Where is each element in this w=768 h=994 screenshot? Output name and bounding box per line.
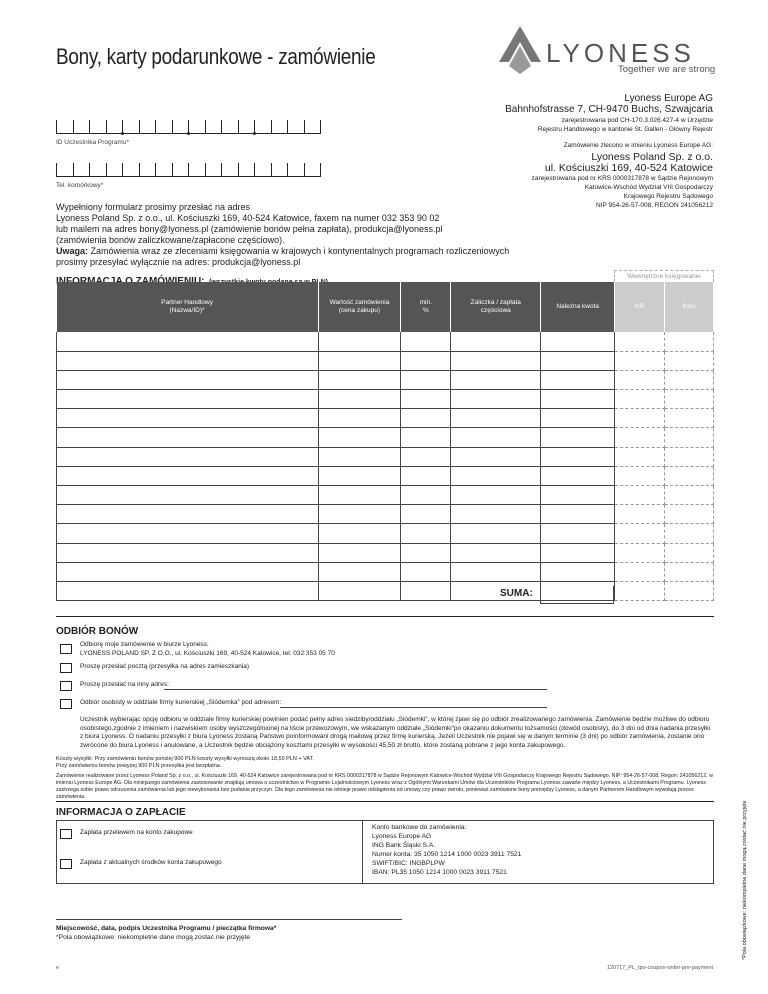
col-value [318, 282, 401, 332]
table-cell[interactable] [665, 524, 714, 543]
table-cell[interactable] [57, 428, 319, 447]
table-cell[interactable] [665, 581, 714, 600]
table-cell[interactable] [318, 332, 401, 351]
table-cell[interactable] [615, 370, 665, 389]
table-cell[interactable] [401, 447, 451, 466]
col-advance-l1: Zaliczka / zapłata [470, 298, 521, 306]
table-cell[interactable] [541, 370, 615, 389]
table-cell[interactable] [615, 505, 665, 524]
table-cell[interactable] [541, 351, 615, 370]
bank-details [372, 823, 521, 877]
pickup-office-text-1: Odbiorę moje zamówienie w biurze Lyoness: [80, 641, 209, 648]
company-address: Bahnhofstrasse 7, CH-9470 Buchs, Szwajcaria [505, 104, 713, 115]
table-cell[interactable] [541, 486, 615, 505]
side-note: *Pola obowiązkowe: niekompletne dane mogą zostać nie przyjęte [742, 800, 748, 960]
col-qty [665, 282, 714, 332]
payment-heading: INFORMACJA O ZAPŁACIE [56, 807, 186, 818]
table-row [57, 409, 714, 428]
table-cell[interactable] [541, 562, 615, 581]
table-cell[interactable] [451, 524, 541, 543]
pickup-office-checkbox[interactable] [60, 644, 72, 654]
table-cell[interactable] [318, 562, 401, 581]
pickup-courier-address-line[interactable] [280, 707, 547, 708]
table-cell[interactable] [318, 524, 401, 543]
table-row [57, 370, 714, 389]
table-cell[interactable] [318, 390, 401, 409]
logo-wordmark: LYONESS [546, 38, 695, 68]
table-cell[interactable] [57, 543, 319, 562]
table-cell[interactable] [318, 351, 401, 370]
table-cell[interactable] [451, 562, 541, 581]
table-cell[interactable] [57, 351, 319, 370]
table-row [57, 428, 714, 447]
table-row [57, 543, 714, 562]
table-cell[interactable] [665, 428, 714, 447]
table-cell[interactable] [615, 447, 665, 466]
shipping-line-1: Koszty wysyłki: Przy zamówieniu bonów poniżej 900 PLN koszty wysyłki wynoszą około 18,50 PLN + VAT. [56, 756, 314, 762]
shipping-line-2: Przy zamówieniu bonów powyżej 900 PLN przesyłka jest bezpłatna. [56, 763, 222, 769]
pickup-other-text: Proszę przesłać na inny adres: [80, 681, 169, 688]
table-cell[interactable] [401, 351, 451, 370]
signature-label: Miejscowość, data, podpis Uczestnika Programu / pieczątka firmowa* [56, 925, 277, 932]
table-cell[interactable] [57, 447, 319, 466]
table-cell[interactable] [451, 543, 541, 562]
table-cell[interactable] [318, 466, 401, 485]
table-cell[interactable] [665, 543, 714, 562]
bank-line-6: IBAN: PL35 1050 1214 1000 0023 3911 7521 [372, 869, 507, 876]
company-reg-1: zarejestrowana pod CH-170.3.026.427-4 w Urzędzie [561, 117, 713, 124]
table-cell[interactable] [665, 562, 714, 581]
instructions-line-1: Wypełniony formularz prosimy przesłać na adres [56, 202, 250, 212]
table-cell[interactable] [615, 351, 665, 370]
bank-line-2: Lyoness Europe AG [372, 833, 432, 840]
table-cell[interactable] [451, 428, 541, 447]
col-min-l1: min. [419, 298, 433, 306]
table-row [57, 332, 714, 351]
table-cell[interactable] [451, 370, 541, 389]
col-min [401, 282, 451, 332]
col-due-l1: Należna kwota [556, 302, 599, 310]
col-partner [57, 282, 319, 332]
table-cell[interactable] [401, 409, 451, 428]
table-row [57, 486, 714, 505]
pickup-courier-checkbox[interactable] [60, 699, 72, 709]
table-cell[interactable] [541, 428, 615, 447]
table-cell[interactable] [57, 390, 319, 409]
table-cell[interactable] [401, 562, 451, 581]
suma-label: SUMA: [500, 588, 533, 599]
table-cell[interactable] [541, 332, 615, 351]
payment-transfer-checkbox[interactable] [60, 829, 72, 839]
poland-reg-3: Krajowego Rejestru Sądowego [623, 193, 713, 200]
bank-line-5: SWIFT/BIC: INGBPLPW [372, 860, 445, 867]
table-cell[interactable] [57, 466, 319, 485]
table-cell[interactable] [541, 543, 615, 562]
footer-left: e [56, 965, 60, 971]
table-cell[interactable] [451, 409, 541, 428]
table-cell[interactable] [318, 370, 401, 389]
table-cell[interactable] [451, 466, 541, 485]
company-name: Lyoness Europe AG [624, 93, 713, 104]
bank-line-3: ING Bank Śląski S.A. [372, 842, 436, 849]
table-cell[interactable] [615, 332, 665, 351]
suma-field[interactable] [540, 586, 614, 604]
payment-option-transfer[interactable] [60, 829, 193, 839]
col-advance-l2: częściowa [480, 307, 511, 314]
signature-line[interactable] [56, 919, 402, 920]
table-cell[interactable] [615, 562, 665, 581]
table-cell[interactable] [57, 332, 319, 351]
pickup-courier-note: Uczestnik wybierając opcję odbioru w oddziale firmy kurierskiej powinien podać pełny adres siedziby/oddziału „Siódemki“, w której zjawi się po odbiór zrealizowanego zamówienia. Zamówienie będzie możliwe do odbioru osobistego,zgodnie z imieniem i nazwiskiem osoby wyszczególnionej na liście przewozowym, we wskazanym oddziale „Siódemki“po okazaniu dokumentu tożsamości (dowód osobisty), do 3 dni od dnia nadania przesyłki z biura Lyoness. O nadaniu przesyłki z biura Lyoness zostaną Państwo poinformowani drogą mailową przez firmę kurierską. Jeżeli Uczestnik nie pojawi się w danym terminie (3 dni) po odbiór zamówienia, zostanie ono zwrócone do biura Lyoness i anulowane, a Uczestnik będzie obciążony kosztami przesyłki w wysokości 45,50 zł brutto, które zostaną pobrane z jego konta zakupowego. [80, 716, 711, 749]
table-cell[interactable] [541, 466, 615, 485]
table-cell[interactable] [318, 447, 401, 466]
col-kr-l1: KR [635, 302, 645, 310]
table-cell[interactable] [401, 543, 451, 562]
pickup-option-other-address[interactable] [60, 681, 169, 691]
pickup-courier-text: Odbiór osobisty w oddziale firmy kurierskiej „Siódemka“ pod adresem: [80, 699, 282, 706]
table-row [57, 581, 714, 600]
table-cell[interactable] [318, 543, 401, 562]
table-cell[interactable] [57, 524, 319, 543]
payment-divider [362, 820, 363, 884]
table-cell[interactable] [318, 486, 401, 505]
logo-tagline: Together we are strong [618, 64, 716, 75]
col-kr [615, 282, 665, 332]
pickup-option-office[interactable] [60, 641, 335, 658]
table-cell[interactable] [665, 447, 714, 466]
phone-field[interactable] [56, 163, 321, 177]
payment-balance-text: Zapłata z aktualnych środków konta zakupowego [80, 859, 222, 866]
payment-transfer-text: Zapłata przelewem na konto zakupowe [80, 829, 193, 836]
table-cell[interactable] [615, 543, 665, 562]
pickup-option-courier[interactable] [60, 699, 281, 709]
table-cell[interactable] [665, 466, 714, 485]
pickup-post-checkbox[interactable] [60, 663, 72, 673]
table-cell[interactable] [401, 505, 451, 524]
table-cell[interactable] [615, 409, 665, 428]
table-cell[interactable] [401, 390, 451, 409]
col-due [541, 282, 615, 332]
table-row [57, 562, 714, 581]
table-row [57, 390, 714, 409]
table-cell[interactable] [57, 370, 319, 389]
instructions-line-4: (zamówienia bonów zaliczkowane/zapłacone częściowo). [56, 235, 285, 245]
table-cell[interactable] [318, 505, 401, 524]
table-cell[interactable] [541, 524, 615, 543]
table-cell[interactable] [318, 428, 401, 447]
table-cell[interactable] [401, 332, 451, 351]
col-min-l2: % [422, 307, 429, 314]
table-cell[interactable] [451, 505, 541, 524]
company-reg-2: Rejestru Handlowego w kantonie St. Gallen - Główny Rejestr [537, 126, 713, 133]
col-partner-l2: (Nazwa/ID)* [169, 307, 205, 314]
table-cell[interactable] [615, 524, 665, 543]
shipping-costs [56, 756, 314, 770]
footer-code: 120717_PL_tpo-coupon-order-pre-payment [606, 965, 713, 971]
poland-reg-2: Katowice-Wschód Wydział VIII Gospodarczy [584, 184, 713, 191]
table-cell[interactable] [615, 466, 665, 485]
poland-company-address: ul. Kościuszki 169, 40-524 Katowice [544, 162, 713, 174]
table-cell[interactable] [57, 486, 319, 505]
table-cell[interactable] [57, 562, 319, 581]
order-table [56, 282, 714, 601]
table-cell[interactable] [57, 409, 319, 428]
col-advance [451, 282, 541, 332]
instructions-line-3: lub mailem na adres bony@lyoness.pl (zamówienie bonów pełna zapłata), produkcja@lyoness.pl [56, 224, 443, 234]
table-cell[interactable] [401, 428, 451, 447]
table-cell[interactable] [401, 370, 451, 389]
table-cell[interactable] [665, 390, 714, 409]
pickup-office-text-2: LYONESS POLAND SP. Z O.O., ul. Kościuszki 169, 40-524 Katowice, tel: 032 353 05 70 [80, 649, 335, 657]
order-table-header [57, 282, 714, 332]
poland-reg-4: NIP 954-26-57-008, REGON 241056212 [596, 202, 713, 209]
table-cell[interactable] [665, 505, 714, 524]
table-cell[interactable] [451, 351, 541, 370]
pickup-post-text: Proszę przesłać pocztą (przesyłka na adres zamieszkania) [80, 663, 250, 670]
table-row [57, 351, 714, 370]
pickup-other-address-line[interactable] [164, 689, 547, 690]
internal-accounting-label: Wewnętrzne księgowanie [614, 270, 714, 282]
payment-option-balance[interactable] [60, 859, 222, 869]
payment-top-rule [56, 801, 714, 802]
uwaga-label: Uwaga: [56, 246, 89, 256]
table-row [57, 447, 714, 466]
instructions-line-6: prosimy przesyłać wyłącznie na adres: produkcja@lyoness.pl [56, 257, 301, 267]
lyoness-logo-icon [497, 24, 543, 76]
table-cell[interactable] [401, 524, 451, 543]
instructions-line-2: Lyoness Poland Sp. z o.o., ul. Kościuszki 169, 40-524 Katowice, faxem na numer 032 353 90 02 [56, 213, 440, 223]
instructions [56, 202, 509, 268]
pickup-top-rule [56, 616, 714, 617]
table-cell[interactable] [401, 486, 451, 505]
bank-line-1: Konto bankowe do zamówienia: [372, 824, 467, 831]
table-cell[interactable] [665, 332, 714, 351]
table-cell[interactable] [57, 581, 319, 600]
table-cell[interactable] [401, 466, 451, 485]
table-row [57, 505, 714, 524]
table-cell[interactable] [451, 447, 541, 466]
legal-notice: Zamówienie realizowane przez Lyoness Poland Sp. z o.o., ul. Kościuszki 169, 40-524 Katowice zarejestrowana pod nr KRS 0000317878 w Sądzie Rejonowym Katowice-Wschód Wydział VIII Gospodarczy Krajowego Rejestru Sądowego, NIP: 954-26-57-008, Regon: 241056212, w imieniu Lyoness Europe AG. Dla niniejszego zamówienia zastosowanie znajdują umowa o uczestnictwo w Programie Lojalnościowym Lyoness wraz z Ogólnymi Warunkami Umów dla Uczestników Programu Lyoness zawarte między Lyoness, a Uczestnikami Programu. Lyoness zastrzega sobie prawo odrzucenia zamówienia lub jego niewykonania bez podania przyczyn. Dla tego zamówienia nie istnieje prawo odstąpienia od umowy czy prawo zwrotu, ponieważ zamówione bony pomiędzy Lyoness, a danym Partnerem Handlowym wywołują proces zamówienia. [56, 773, 713, 800]
table-row [57, 466, 714, 485]
table-cell[interactable] [665, 409, 714, 428]
instructions-uwaga-text: Zamówienia wraz ze zleceniami księgowania w krajowych i kontynentalnych programach rozliczeniowych [88, 246, 510, 256]
pickup-other-checkbox[interactable] [60, 681, 72, 691]
col-partner-l1: Partner Handlowy [161, 298, 213, 306]
table-cell[interactable] [401, 581, 451, 600]
table-cell[interactable] [541, 505, 615, 524]
bank-line-4: Numer konta: 35 1050 1214 1000 0023 3911 7521 [372, 851, 522, 858]
table-cell[interactable] [57, 505, 319, 524]
page-title: Bony, karty podarunkowe - zamówienie [56, 44, 376, 69]
poland-reg-1: zarejestrowana pod nr KRS 0000317878 w Sądzie Rejonowym [531, 175, 713, 182]
table-cell[interactable] [541, 390, 615, 409]
payment-balance-checkbox[interactable] [60, 859, 72, 869]
col-qty-l1: ilość [682, 302, 696, 310]
signature-note: *Pola obowiązkowe: niekompletne dane mogą zostać nie przyjęte [56, 934, 251, 941]
table-cell[interactable] [615, 486, 665, 505]
table-cell[interactable] [665, 370, 714, 389]
participant-id-label: ID Uczestnika Programu* [56, 139, 129, 146]
table-cell[interactable] [665, 486, 714, 505]
table-cell[interactable] [615, 428, 665, 447]
table-cell[interactable] [541, 409, 615, 428]
table-cell[interactable] [318, 581, 401, 600]
table-cell[interactable] [665, 351, 714, 370]
instructions-line-5 [56, 246, 509, 257]
table-cell[interactable] [451, 390, 541, 409]
table-row [57, 524, 714, 543]
phone-label: Tel. komórkowy* [56, 182, 104, 189]
table-cell[interactable] [615, 390, 665, 409]
poland-company-name: Lyoness Poland Sp. z o.o. [591, 151, 713, 163]
table-cell[interactable] [541, 447, 615, 466]
table-cell[interactable] [318, 409, 401, 428]
pickup-option-post[interactable] [60, 663, 249, 673]
pickup-heading: ODBIÓR BONÓW [56, 626, 139, 637]
col-value-l2: (cena zakupu) [338, 307, 381, 314]
participant-id-field[interactable] [56, 120, 321, 134]
col-value-l1: Wartość zamówienia [329, 298, 390, 306]
order-on-behalf: Zamówienie zlecono w imieniu Lyoness Europe AG: [563, 142, 713, 149]
table-cell[interactable] [451, 332, 541, 351]
table-cell[interactable] [615, 581, 665, 600]
table-cell[interactable] [451, 486, 541, 505]
